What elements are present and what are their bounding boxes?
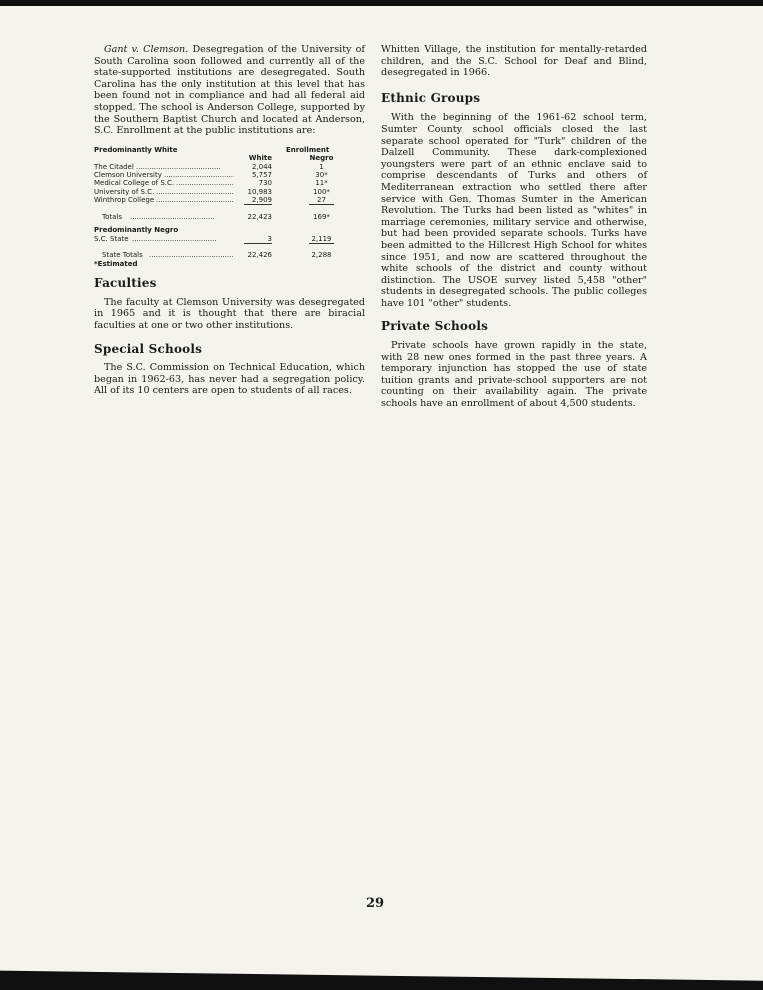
row-negro-count: 1	[319, 162, 324, 171]
left-column	[94, 44, 365, 397]
row-negro-count: 30*	[315, 170, 328, 179]
sc-state-name: S.C. State	[94, 234, 129, 243]
case-name: Gant v. Clemson.	[104, 44, 189, 55]
heading-predominantly-white: Predominantly White	[94, 145, 178, 154]
row-white-count: 730	[258, 179, 272, 188]
private-schools-heading: Private Schools	[381, 319, 489, 334]
row-institution-name: Winthrop College	[94, 196, 155, 205]
sc-state-white: 3	[267, 234, 272, 243]
state-totals-negro: 2,288	[311, 251, 332, 260]
enrollment-table	[94, 146, 365, 268]
totals-white: 22,423	[247, 212, 272, 221]
faculties-heading: Faculties	[94, 276, 157, 291]
footnote-estimated: *Estimated	[94, 259, 138, 268]
sc-state-negro: 2,119	[311, 234, 332, 243]
table-row	[94, 163, 365, 171]
row-negro-count: 27	[317, 196, 326, 205]
table-row	[94, 179, 365, 187]
ethnic-groups-heading: Ethnic Groups	[381, 90, 481, 105]
row-negro-count: 100*	[313, 187, 330, 196]
continued-paragraph: Whitten Village, the institution for mentally-retarded children, and the S.C. School for Deaf and Blind, desegregated in 1966.	[381, 44, 647, 79]
row-institution-name: University of S.C.	[94, 187, 155, 196]
scan-bottom-edge	[0, 968, 763, 990]
heading-predominantly-negro: Predominantly Negro	[94, 226, 179, 235]
table-row	[94, 171, 365, 179]
right-column	[381, 44, 647, 410]
state-totals-white: 22,426	[247, 251, 272, 260]
private-schools-paragraph: Private schools have grown rapidly in the state, with 28 new ones formed in the past three years. A temporary injunction has stopped the use of state tuition grants and private-school supporters are not counting on their availability again. The private schools have an enrollment of about 4,500 students.	[381, 340, 647, 410]
totals-negro: 169*	[313, 212, 330, 221]
row-institution-name: The Citadel	[94, 162, 134, 171]
row-white-count: 2,909	[251, 196, 272, 205]
col-white-header: White	[248, 154, 272, 163]
scan-top-edge	[0, 0, 763, 6]
table-row	[94, 188, 365, 196]
intro-paragraph	[94, 44, 365, 137]
table-row	[94, 196, 365, 204]
special-schools-heading: Special Schools	[94, 341, 203, 356]
heading-enrollment: Enrollment	[286, 145, 330, 154]
col-negro-header: Negro	[309, 154, 334, 163]
row-institution-name: Medical College of S.C.	[94, 179, 175, 188]
ethnic-groups-paragraph: With the beginning of the 1961-62 school term, Sumter County school officials closed the last separate school operated for "Turk" children of the Dalzell Community. These dark-complexioned youngsters were part of an ethnic enclave said to comprise descendants of Turks and others of Mediterranean extraction who settled there after service with Gen. Thomas Sumter in the American Revolution. The Turks had been listed as "whites" in marriage ceremonies, military service and otherwise, but had been provided separate schools. Turks have been admitted to the Hillcrest High School for whites since 1951, and now are scattered throughout the white schools of the district and county without distinction. The USOE survey listed 5,458 "other" students in desegregated schools. The public colleges have 101 "other" students.	[381, 112, 647, 309]
faculties-paragraph: The faculty at Clemson University was desegregated in 1965 and it is thought that there are biracial faculties at one or two other institutions.	[94, 296, 365, 331]
row-negro-count: 11*	[315, 179, 328, 188]
special-schools-paragraph: The S.C. Commission on Technical Education, which began in 1962-63, has never had a segregation policy. All of its 10 centers are open to students of all races.	[94, 362, 365, 397]
row-white-count: 5,757	[251, 170, 272, 179]
page-number: 29	[365, 896, 385, 911]
white-rows	[94, 163, 365, 205]
state-totals-label: State Totals	[102, 251, 143, 260]
totals-label: Totals	[102, 212, 122, 221]
intro-text: Desegregation of the University of South Carolina soon followed and currently all of the state-supported institutions are desegregated. South Carolina has the only institution at this level that has been found not in compliance and had all federal aid stopped. The school is Anderson College, supported by the Southern Baptist Church and located at Anderson, S.C. Enrollment at the public institutions are:	[94, 44, 365, 137]
row-white-count: 2,044	[251, 162, 272, 171]
row-institution-name: Clemson University	[94, 170, 162, 179]
row-white-count: 10,983	[247, 187, 272, 196]
